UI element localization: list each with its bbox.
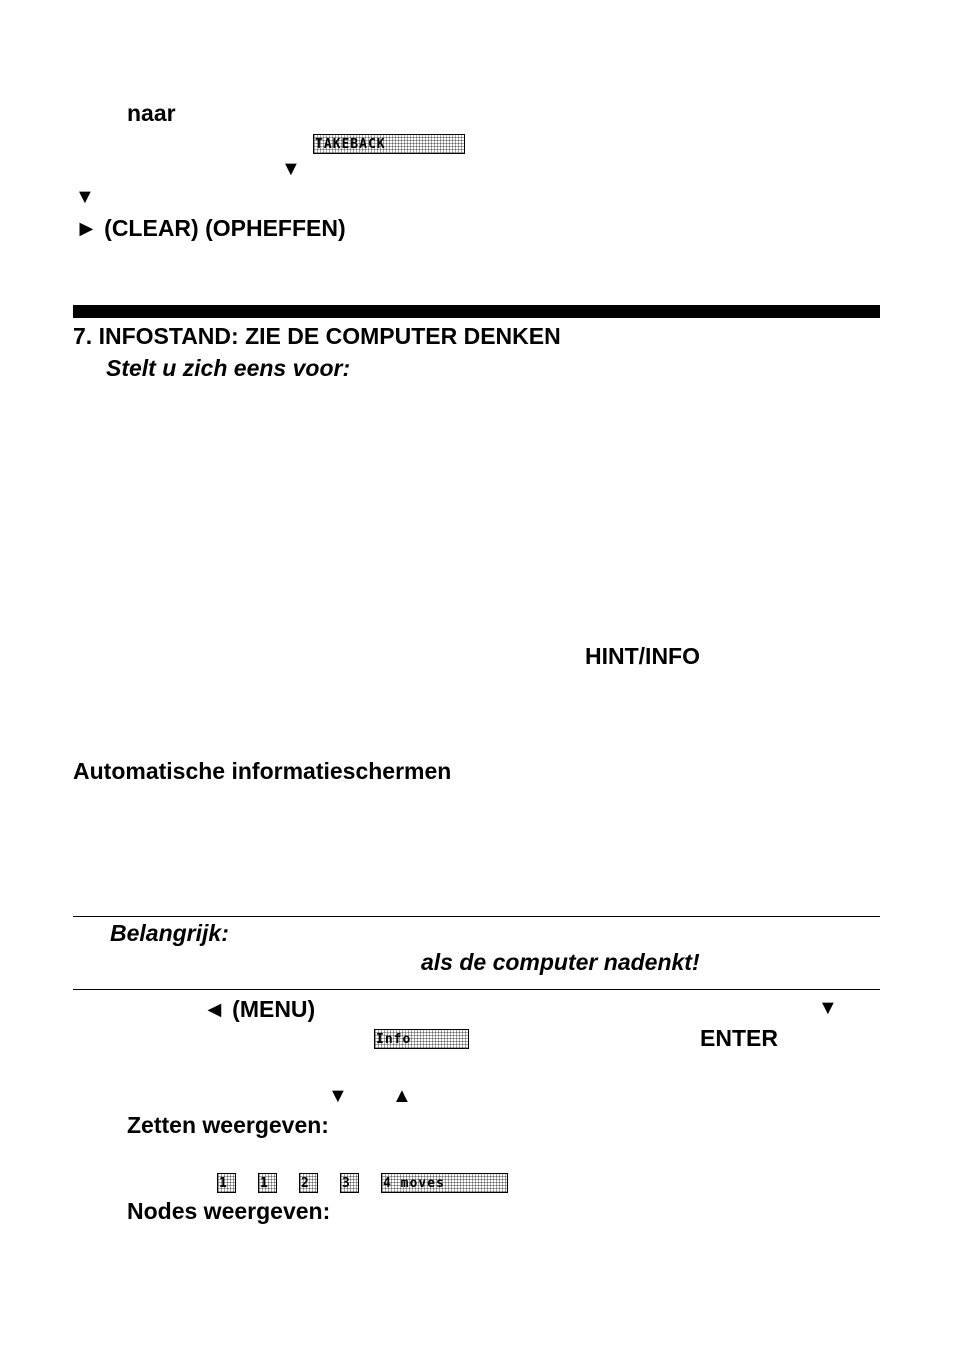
- lcd-display-moves-5: 4 moves: [381, 1173, 508, 1193]
- enter-key: ENTER: [700, 1025, 778, 1051]
- arrow-up-icon: ▲: [392, 1085, 412, 1107]
- important-label: Belangrijk:: [110, 920, 229, 946]
- lcd-display-moves-2: 1: [258, 1173, 277, 1193]
- moves-heading: Zetten weergeven:: [127, 1112, 329, 1138]
- hint-info-key: HINT/INFO: [585, 643, 700, 669]
- intro-italic: Stelt u zich eens voor:: [106, 355, 351, 381]
- lcd-display-info: Info: [374, 1029, 469, 1049]
- section-heading: 7. INFOSTAND: ZIE DE COMPUTER DENKEN: [73, 323, 561, 349]
- lcd-display-moves-4: 3: [340, 1173, 359, 1193]
- clear-key-line: ► (CLEAR) (OPHEFFEN): [75, 215, 346, 241]
- arrow-down-icon: ▼: [281, 158, 301, 180]
- arrow-down-icon: ▼: [328, 1085, 348, 1107]
- menu-key: ◄ (MENU): [203, 996, 316, 1022]
- note-top-rule: [73, 916, 880, 917]
- arrow-down-icon: ▼: [75, 186, 95, 208]
- lcd-display-moves-1: 1: [217, 1173, 236, 1193]
- arrow-down-icon: ▼: [818, 997, 838, 1019]
- lcd-display-moves-3: 2: [299, 1173, 318, 1193]
- nodes-heading: Nodes weergeven:: [127, 1198, 331, 1224]
- text-naar: naar: [127, 100, 176, 126]
- important-text: als de computer nadenkt!: [421, 949, 700, 975]
- section-divider: [73, 305, 880, 318]
- lcd-display-takeback: TAKEBACK: [313, 134, 465, 154]
- note-bottom-rule: [73, 989, 880, 990]
- auto-info-heading: Automatische informatieschermen: [73, 758, 452, 784]
